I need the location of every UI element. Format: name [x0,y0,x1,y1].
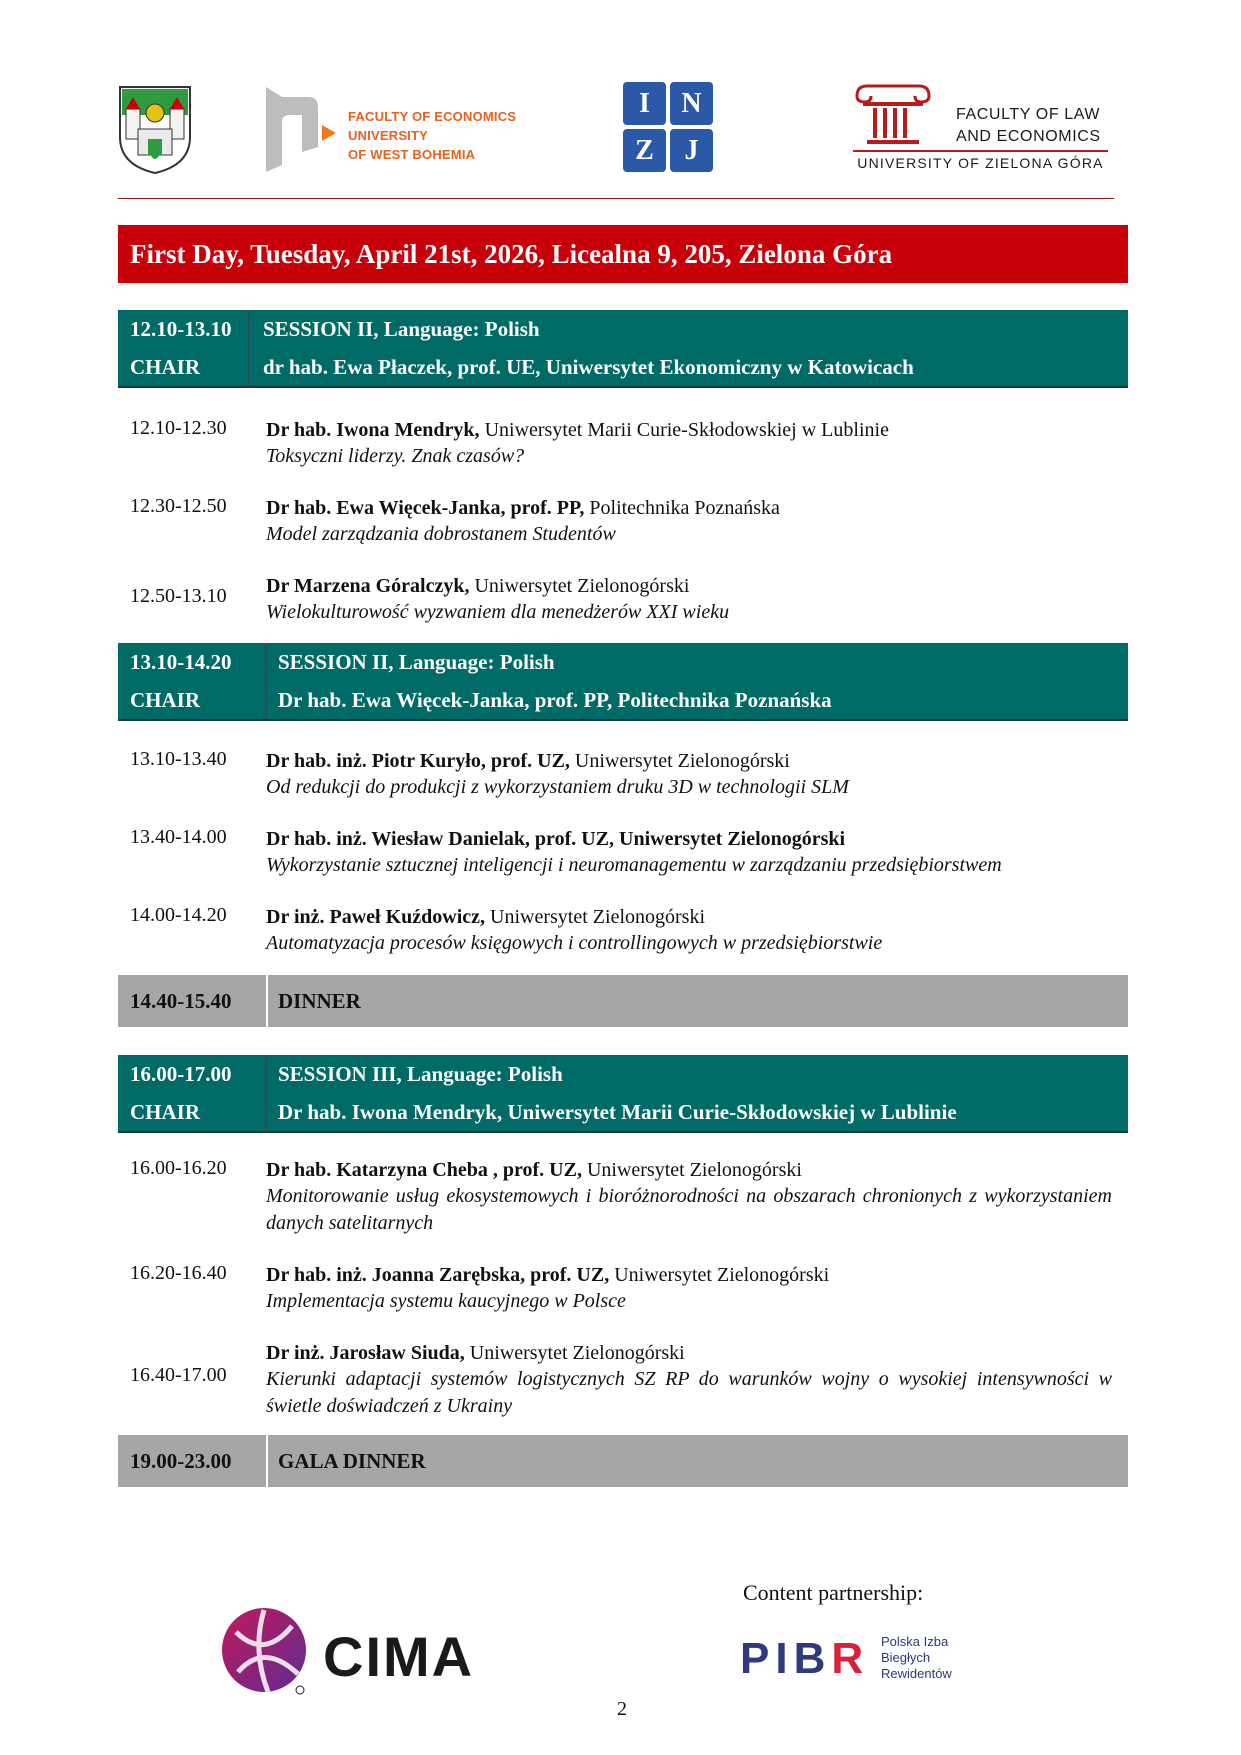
page-number: 2 [617,1698,627,1720]
talk-time: 16.00-16.20 [130,1157,227,1179]
chair-name: Dr hab. Ewa Więcek-Janka, prof. PP, Politechnika Poznańska [278,688,832,712]
fle-line-1: FACULTY OF LAW [956,106,1101,123]
talk-time: 12.30-12.50 [130,495,227,517]
city-crest-icon [118,85,192,175]
feub-logo [258,87,518,172]
pibr-line-3: Rewidentów [881,1666,952,1681]
talk-time: 12.10-12.30 [130,417,227,439]
fle-line-2: AND ECONOMICS [956,128,1101,145]
talk-time: 13.10-13.40 [130,748,227,770]
day-header: First Day, Tuesday, April 21st, 2026, Licealna 9, 205, Zielona Góra [118,225,1128,283]
session-chair-row [118,681,1128,719]
session-title-row [118,643,1128,681]
session-chair-row [118,348,1128,386]
cima-emblem-icon [218,1602,314,1698]
break-label: DINNER [278,989,361,1013]
column-icon [853,82,933,146]
fle-divider [853,150,1108,152]
speaker-affiliation: Uniwersytet Zielonogórski [609,1264,830,1286]
speaker-name: Dr hab. Katarzyna Cheba , prof. UZ, [266,1159,582,1181]
feub-line-1: FACULTY OF ECONOMICS [348,109,517,124]
talk-title: Implementacja systemu kaucyjnego w Polsce [266,1290,626,1312]
session-time: 12.10-13.10 [130,317,232,341]
talk-time: 14.00-14.20 [130,904,227,926]
pibr-wordmark [740,1634,869,1684]
feub-line-2: UNIVERSITY [348,128,429,143]
break-time: 19.00-23.00 [130,1449,232,1473]
speaker-name: Dr hab. inż. Piotr Kuryło, prof. UZ, [266,750,570,772]
speaker-name: Dr hab. inż. Joanna Zarębska, prof. UZ, [266,1264,610,1286]
session-header [118,310,1128,388]
speaker-affiliation: Politechnika Poznańska [584,497,780,519]
talk-title: Automatyzacja procesów księgowych i controllingowych w przedsiębiorstwie [266,932,883,954]
speaker-name: Dr hab. Iwona Mendryk, [266,419,480,441]
talk-title: Kierunki adaptacji systemów logistycznych SZ RP do warunków wojny o wysokiej intensywności w świetle doświadczeń z Ukrainy [266,1368,1112,1417]
chair-name: Dr hab. Iwona Mendryk, Uniwersytet Marii Curie-Skłodowskiej w Lublinie [278,1100,957,1124]
speaker-affiliation: Uniwersytet Zielonogórski [581,1159,802,1181]
cima-wordmark: CIMA [323,1625,475,1688]
break-time: 14.40-15.40 [130,989,232,1013]
inzj-letter-n: N [670,82,713,125]
speaker-name: Dr inż. Jarosław Siuda, [266,1342,465,1364]
feub-mark-icon [258,87,338,172]
pibr-letter-b: B [793,1634,832,1683]
pibr-letter-p: P [740,1634,776,1683]
talk-title: Model zarządzania dobrostanem Studentów [266,523,616,545]
talk-time: 13.40-14.00 [130,826,227,848]
session-title-row [118,1055,1128,1093]
speaker-name: Dr inż. Paweł Kuźdowicz, [266,906,486,928]
session-header [118,1055,1128,1133]
pibr-line-1: Polska Izba [881,1634,949,1649]
speaker-name: Dr Marzena Góralczyk, [266,575,470,597]
speaker-affiliation: Uniwersytet Zielonogórski [464,1342,685,1364]
pibr-letter-r: R [831,1634,870,1683]
speaker-affiliation: Uniwersytet Marii Curie-Skłodowskiej w Lublinie [479,419,889,441]
talk-time: 16.40-17.00 [130,1364,227,1386]
talk-title: Wielokulturowość wyzwaniem dla menedżerów XXI wieku [266,601,730,623]
talk-time: 16.20-16.40 [130,1262,227,1284]
pibr-line-2: Biegłych [881,1650,931,1665]
header-logos [118,82,1118,182]
header-rule [118,198,1114,199]
chair-label: CHAIR [130,1100,201,1124]
chair-label: CHAIR [130,688,201,712]
session-time: 13.10-14.20 [130,650,232,674]
column-divider [266,975,268,1027]
chair-name: dr hab. Ewa Płaczek, prof. UE, Uniwersytet Ekonomiczny w Katowicach [263,355,914,379]
inzj-letter-z: Z [623,129,666,172]
faculty-law-economics-logo [853,82,1108,177]
talk-title: Od redukcji do produkcji z wykorzystaniem druku 3D w technologii SLM [266,776,849,798]
speaker-affiliation: Uniwersytet Zielonogórski [485,906,706,928]
speaker-affiliation: Uniwersytet Zielonogórski [469,575,690,597]
pibr-letter-i: I [775,1634,794,1683]
fle-university: UNIVERSITY OF ZIELONA GÓRA [857,155,1104,171]
talk-time: 12.50-13.10 [130,585,227,607]
inzj-letter-j: J [670,129,713,172]
content-partnership-label: Content partnership: [743,1580,924,1605]
talk-title: Monitorowanie usług ekosystemowych i bioróżnorodności na obszarach chronionych z wykorzystaniem danych satelitarnych [266,1185,1112,1234]
talk-title: Toksyczni liderzy. Znak czasów? [266,445,525,467]
column-divider [266,1435,268,1487]
session-title: SESSION III, Language: Polish [278,1062,563,1086]
session-time: 16.00-17.00 [130,1062,232,1086]
cima-logo [218,1602,508,1702]
session-header [118,643,1128,721]
session-title: SESSION II, Language: Polish [278,650,555,674]
talk-title: Wykorzystanie sztucznej inteligencji i neuromanagementu w zarządzaniu przedsiębiorstwem [266,854,1002,876]
break-row [118,975,1128,1027]
chair-label: CHAIR [130,355,201,379]
speaker-affiliation: Uniwersytet Zielonogórski [569,750,790,772]
feub-line-3: OF WEST BOHEMIA [348,147,476,162]
session-title: SESSION II, Language: Polish [263,317,540,341]
speaker-name: Dr hab. inż. Wiesław Danielak, prof. UZ, Uniwersytet Zielonogórski [266,828,846,850]
pibr-logo [740,1630,970,1690]
session-chair-row [118,1093,1128,1131]
break-label: GALA DINNER [278,1449,426,1473]
break-row [118,1435,1128,1487]
speaker-name: Dr hab. Ewa Więcek-Janka, prof. PP, [266,497,585,519]
inzj-logo [623,82,713,172]
inzj-letter-i: I [623,82,666,125]
session-title-row [118,310,1128,348]
